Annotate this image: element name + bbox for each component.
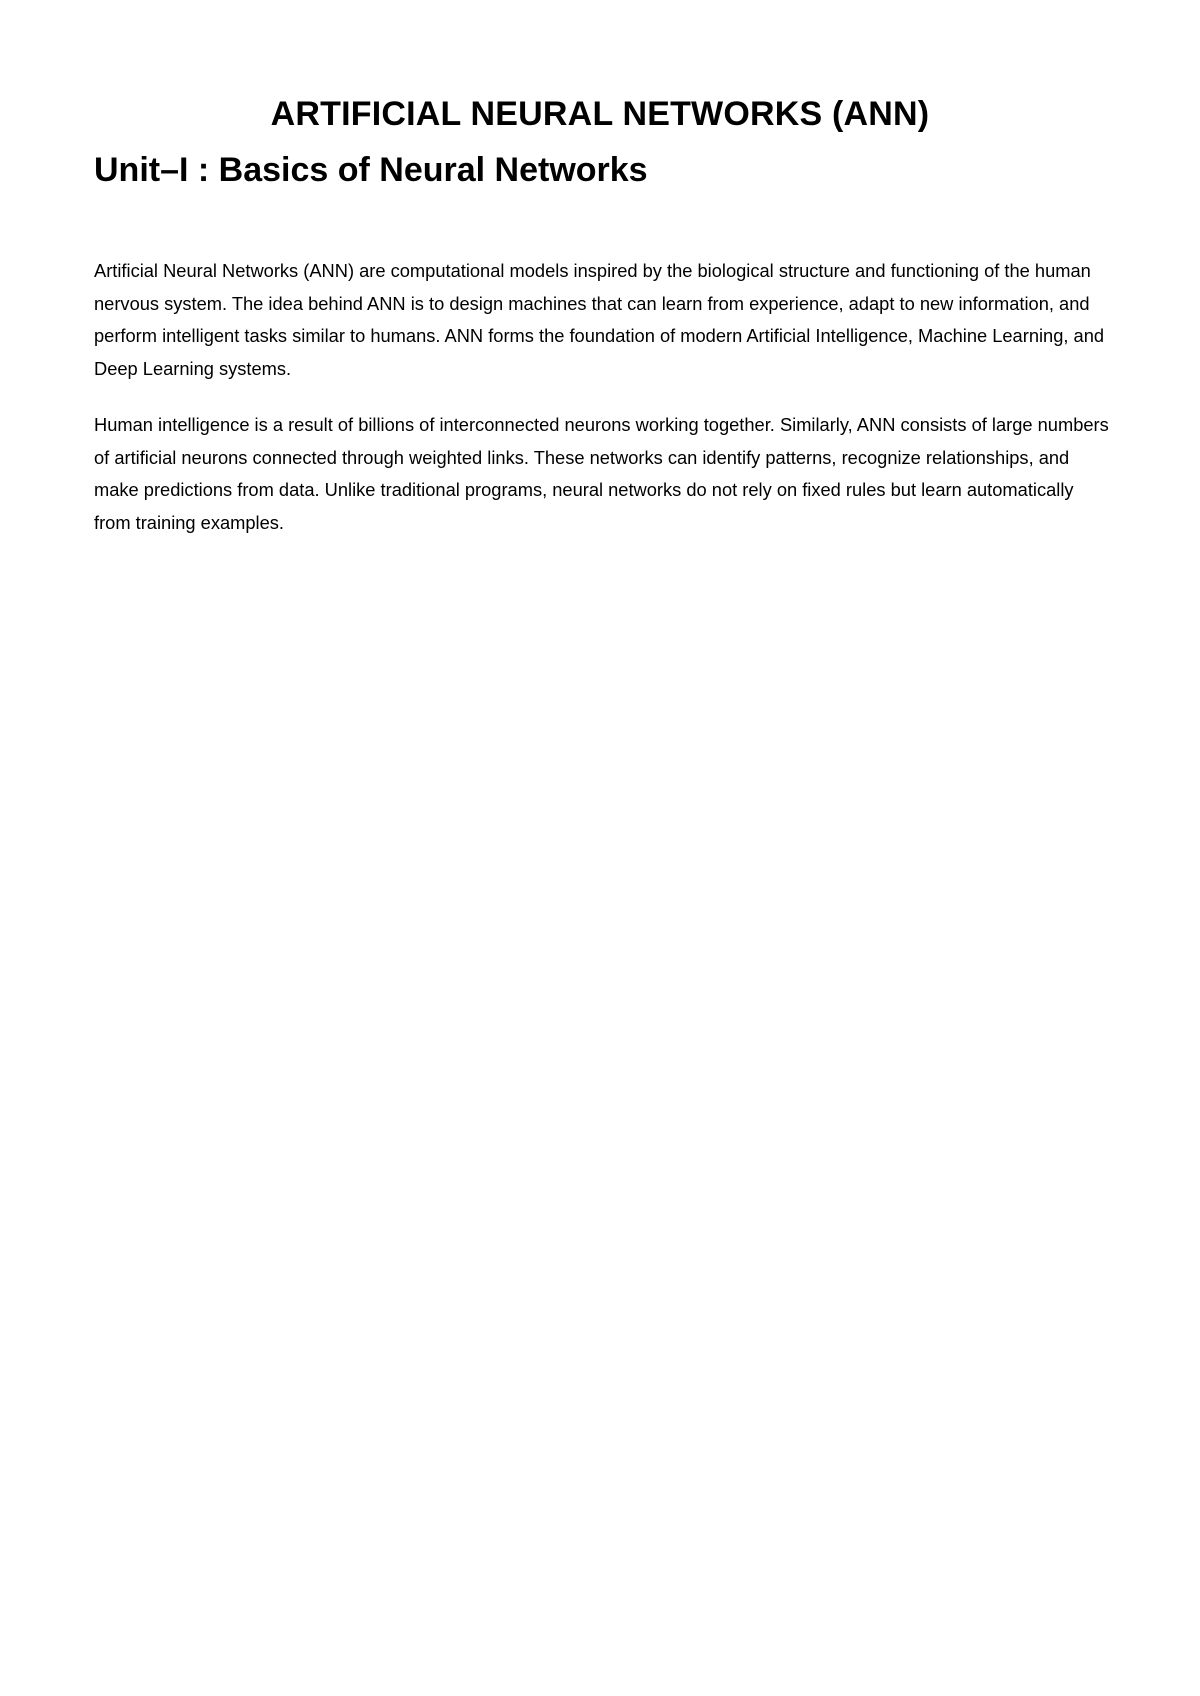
document-title: ARTIFICIAL NEURAL NETWORKS (ANN) xyxy=(270,95,930,133)
body-paragraph-intro: Artificial Neural Networks (ANN) are computational models inspired by the biological structure and functioning of the human nervous system. The idea behind ANN is to design machines that can learn from experience, adapt to new information, and perform intelligent tasks similar to humans. ANN forms the foundation of modern Artificial Intelligence, Machine Learning, and Deep Learning systems. xyxy=(94,260,1105,379)
body-paragraph-human-intelligence: Human intelligence is a result of billions of interconnected neurons working together. Similarly, ANN consists of large numbers of artificial neurons connected through weighted links. These networks can identify patterns, recognize relationships, and make predictions from data. Unlike traditional programs, neural networks do not rely on fixed rules but learn automatically from training examples. xyxy=(94,414,1109,533)
unit-heading: Unit–I : Basics of Neural Networks xyxy=(94,151,648,189)
